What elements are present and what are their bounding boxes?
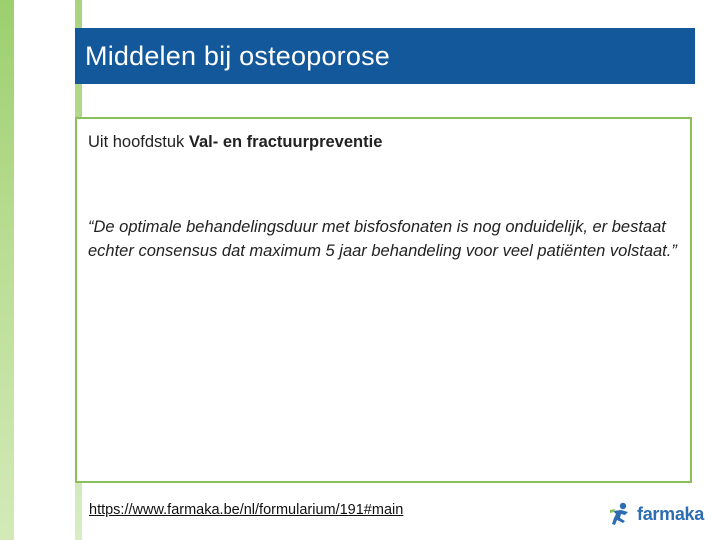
intro-prefix: Uit hoofdstuk [88, 133, 189, 151]
slide-title: Middelen bij osteoporose [85, 40, 390, 71]
title-bar [75, 28, 695, 84]
quote-text: “De optimale behandelingsduur met bisfosfonaten is nog onduidelijk, er bestaat echter consensus dat maximum 5 jaar behandeling voor veel patiënten volstaat.” [88, 218, 677, 260]
farmaka-figure-icon [608, 501, 634, 527]
farmaka-logo [608, 501, 704, 527]
left-accent-bar [0, 0, 14, 540]
source-link[interactable]: https://www.farmaka.be/nl/formularium/191#main [89, 502, 404, 518]
intro-line [88, 133, 382, 152]
content-box [75, 117, 692, 483]
chapter-name: Val- en fractuurpreventie [188, 133, 383, 151]
farmaka-wordmark: farmaka [637, 503, 704, 524]
